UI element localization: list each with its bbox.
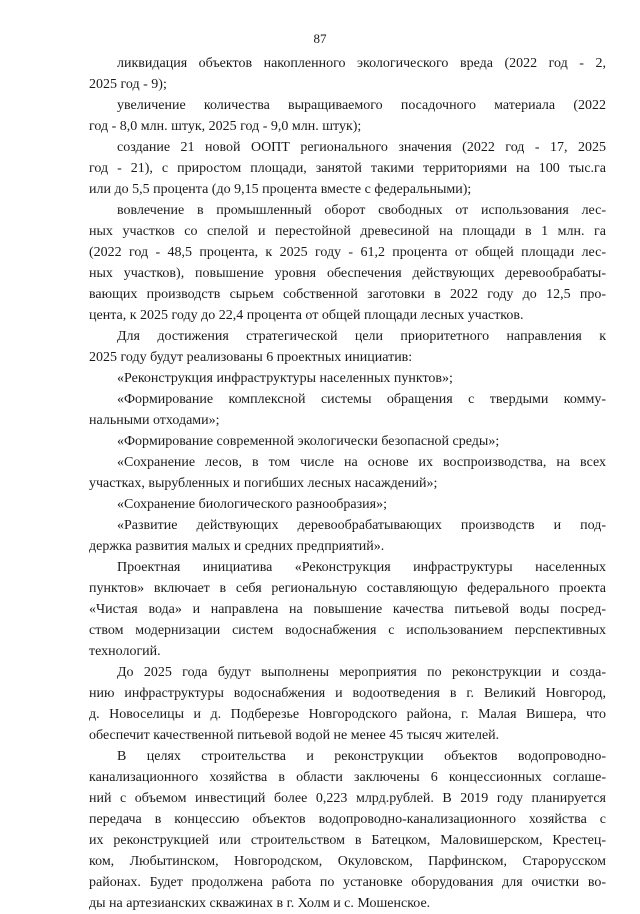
text-line: Для достижения стратегической цели приоритетного направления к [117,329,606,344]
text-line: 2025 году будут реализованы 6 проектных инициатив: [89,350,413,365]
text-line: В целях строительства и реконструкции объектов водопроводно- [117,749,606,764]
text-line: передача в концессию объектов водопроводно-канализационного хозяйства с [89,812,606,827]
text-line: районах. Будет продолжена работа по установке оборудования для очистки во- [89,875,606,890]
text-line: (2022 год - 48,5 процента, к 2025 году - 61,2 процента от общей площади лес- [89,245,606,260]
text-line: год - 8,0 млн. штук, 2025 год - 9,0 млн. штук); [89,119,362,134]
text-line: «Чистая вода» и направлена на повышение качества питьевой воды посред- [89,602,606,617]
text-line: Проектная инициатива «Реконструкция инфраструктуры населенных [117,560,606,575]
text-line: нальными отходами»; [89,413,220,428]
text-line: «Сохранение биологического разнообразия»; [117,497,387,512]
text-line: цента, к 2025 году до 22,4 процента от общей площади лесных участков. [89,308,524,323]
text-line: «Формирование современной экологически безопасной среды»; [117,434,500,449]
text-line: вовлечение в промышленный оборот свободных от использования лес- [117,203,606,218]
page-number: 87 [313,31,327,46]
text-line: обеспечит качественной питьевой водой не менее 45 тысяч жителей. [89,728,500,743]
text-line: «Развитие действующих деревообрабатывающих производств и под- [117,518,606,533]
text-line: «Реконструкция инфраструктуры населенных пунктов»; [117,371,453,386]
text-line: ды на артезианских скважинах в г. Холм и с. Мошенское. [89,896,431,911]
text-line: ных участков), повышение уровня обеспечения действующих деревообрабаты- [89,266,606,281]
text-line: «Формирование комплексной системы обращения с твердыми комму- [117,392,606,407]
text-line: год - 21), с приростом площади, занятой такими территориями на 100 тыс.га [89,161,606,176]
text-line: технологий. [89,644,161,659]
text-line: вающих производств сырьем собственной заготовки в 2022 году до 12,5 про- [89,287,606,302]
text-line: ликвидация объектов накопленного экологического вреда (2022 год - 2, [117,56,606,71]
text-line: ных участков со спелой и перестойной древесиной на площади в 1 млн. га [89,224,606,239]
text-line: участках, вырубленных и погибших лесных насаждений»; [89,476,438,491]
text-line: создание 21 новой ООПТ регионального значения (2022 год - 17, 2025 [117,140,606,155]
text-line: ний с объемом инвестиций более 0,223 млрд.рублей. В 2019 году планируется [89,791,606,806]
text-line: ством модернизации систем водоснабжения с использованием перспективных [89,623,606,638]
text-line: нию инфраструктуры водоснабжения и водоотведения в г. Великий Новгород, [89,686,606,701]
text-line: их реконструкцией или строительством в Батецком, Маловишерском, Крестец- [89,833,606,848]
text-line: канализационного хозяйства в области заключены 6 концессионных соглаше- [89,770,606,785]
text-line: 2025 год - 9); [89,77,167,92]
text-line: или до 5,5 процента (до 9,15 процента вместе с федеральными); [89,182,472,197]
text-line: д. Новоселицы и д. Подберезье Новгородского района, г. Малая Вишера, что [89,707,606,722]
text-line: ком, Любытинском, Новгородском, Окуловском, Парфинском, Старорусском [89,854,606,869]
text-line: держка развития малых и средних предприятий». [89,539,385,554]
text-line: увеличение количества выращиваемого посадочного материала (2022 [117,98,606,113]
text-line: пунктов» включает в себя региональную составляющую федерального проекта [89,581,606,596]
page-body [89,53,606,914]
text-line: «Сохранение лесов, в том числе на основе их воспроизводства, на всех [117,455,606,470]
text-line: До 2025 года будут выполнены мероприятия по реконструкции и созда- [117,665,606,680]
